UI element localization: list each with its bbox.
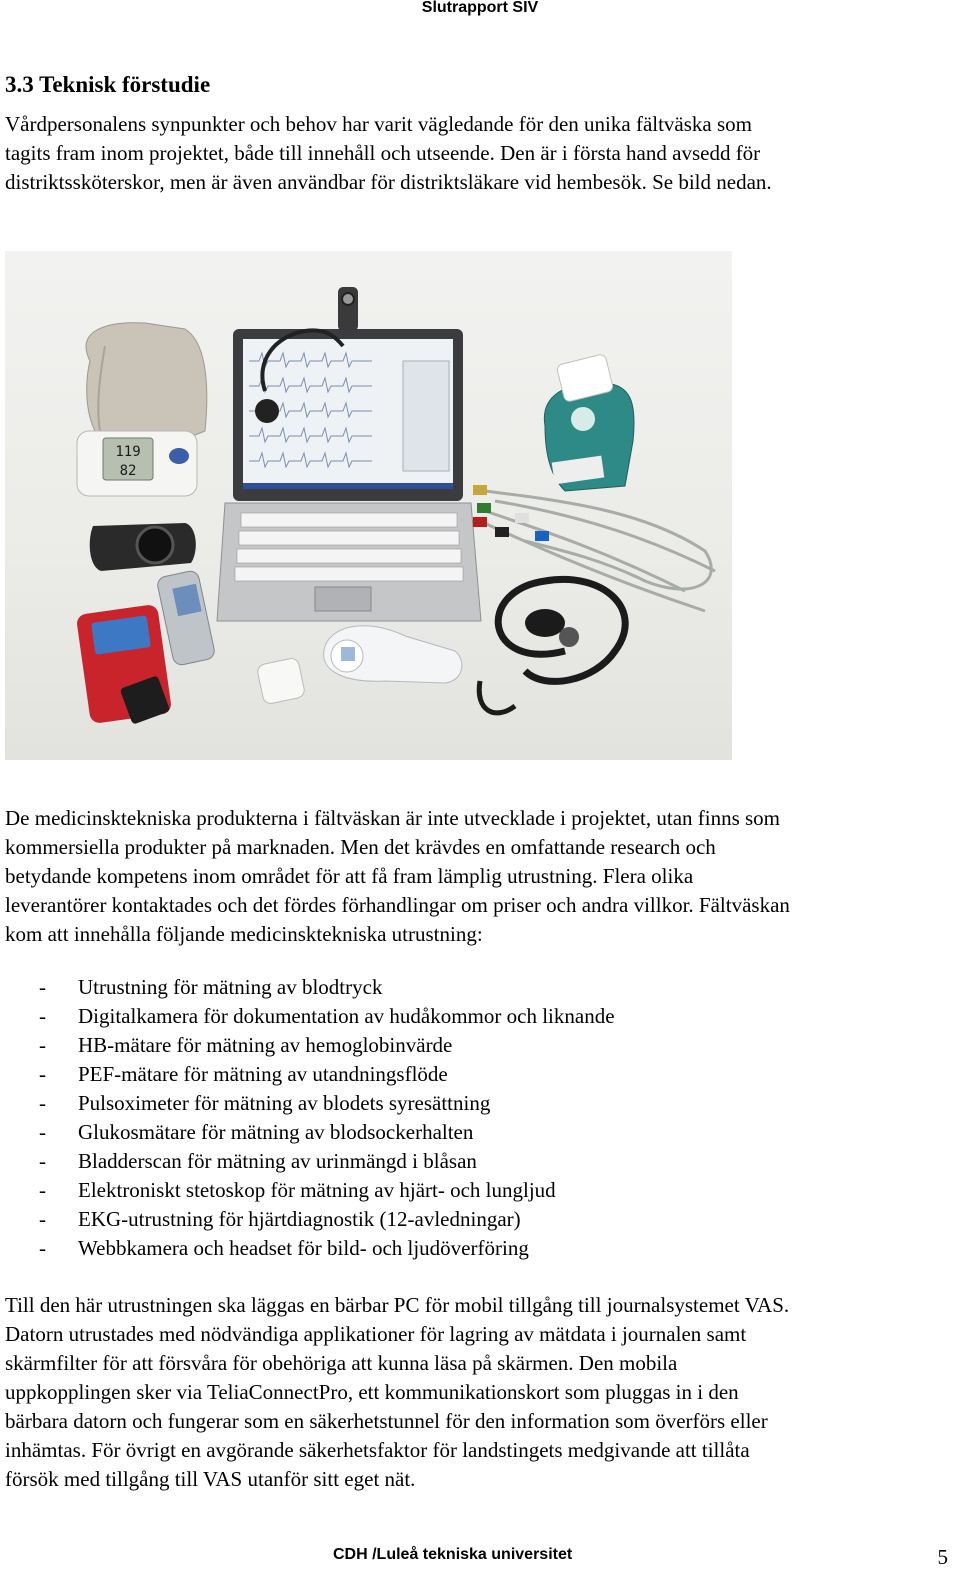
- laptop-touchpad: [315, 587, 371, 611]
- mobile-phone: [156, 570, 216, 667]
- page-number: 5: [937, 1545, 948, 1569]
- ecg-side-panel: [403, 361, 449, 471]
- running-header: Slutrapport SIV: [421, 0, 539, 16]
- list-bullet: -: [39, 1004, 46, 1028]
- list-bullet: -: [39, 1236, 46, 1260]
- section-heading: 3.3 Teknisk förstudie: [5, 72, 211, 97]
- bladderscan-button-icon: [571, 407, 595, 431]
- list-bullet: -: [39, 1033, 46, 1057]
- list-bullet: -: [39, 1120, 46, 1144]
- list-item-text: Elektroniskt stetoskop för mätning av hjärt- och lungljud: [78, 1178, 556, 1202]
- list-item-text: Webbkamera och headset för bild- och ljudöverföring: [78, 1236, 529, 1260]
- field-bag-equipment-photo: [5, 251, 732, 760]
- list-bullet: -: [39, 975, 46, 999]
- stethoscope-chestpiece: [525, 609, 565, 637]
- bp-diastolic-readout: 82: [119, 463, 137, 479]
- camera-lens-icon: [137, 527, 173, 563]
- list-bullet: -: [39, 1091, 46, 1115]
- list-item-text: Utrustning för mätning av blodtryck: [78, 975, 383, 999]
- pulse-oximeter: [256, 657, 305, 705]
- headset-earpiece: [255, 399, 279, 423]
- footer-institution: CDH /Luleå tekniska universitet: [333, 1546, 573, 1563]
- webcam-lens-icon: [342, 293, 354, 305]
- bp-start-button-icon: [169, 448, 189, 464]
- list-item-text: HB-mätare för mätning av hemoglobinvärde: [78, 1033, 453, 1057]
- list-item-text: Digitalkamera för dokumentation av hudåkommor och liknande: [78, 1004, 615, 1028]
- stethoscope-earpieces: [479, 681, 515, 713]
- products-paragraph: De medicinsktekniska produkterna i fältväskan är inte utvecklade i projektet, utan finns som kommersiella produkter på marknaden. Men det krävdes en omfattande research och betydande kompetens inom området för att få fram lämplig utrustning. Flera olika leverantörer kontaktades och det fördes förhandlingar om priser och andra villkor. Fältväskan kom att innehålla följande medicinsktekniska utrustning:: [5, 806, 790, 946]
- list-item-text: PEF-mätare för mätning av utandningsflöde: [78, 1062, 448, 1086]
- stethoscope-diaphragm-icon: [559, 627, 579, 647]
- list-bullet: -: [39, 1062, 46, 1086]
- list-bullet: -: [39, 1178, 46, 1202]
- list-item-text: Bladderscan för mätning av urinmängd i blåsan: [78, 1149, 477, 1173]
- pef-meter-display: [341, 647, 355, 661]
- list-item-text: Glukosmätare för mätning av blodsockerhalten: [78, 1120, 474, 1144]
- intro-paragraph: Vårdpersonalens synpunkter och behov har varit vägledande för den unika fältväska som tagits fram inom projektet, både till innehåll och utseende. Den är i första hand avsedd för distriktssköterskor, men är även användbar för distriktsläkare vid hembesök. Se bild nedan.: [5, 112, 772, 194]
- taskbar: [243, 483, 453, 489]
- laptop-paragraph: Till den här utrustningen ska läggas en bärbar PC för mobil tillgång till journalsystemet VAS. Datorn utrustades med nödvändiga applikationer för lagring av mätdata i journalen samt skärmfilter för att försvåra för obehöriga att kunna läsa på skärmen. Den mobila uppkopplingen sker via TeliaConnectPro, ett kommunikationskort som pluggas in i den bärbara datorn och fungerar som en säkerhetstunnel för den information som överförs eller inhämtas. För övrigt en avgörande säkerhetsfaktor för landstingets medgivande att tillåta försök med tillgång till VAS utanför sitt eget nät.: [5, 1293, 790, 1491]
- list-item-text: Pulsoximeter för mätning av blodets syresättning: [78, 1091, 491, 1115]
- list-bullet: -: [39, 1149, 46, 1173]
- list-item-text: EKG-utrustning för hjärtdiagnostik (12-avledningar): [78, 1207, 521, 1231]
- bp-systolic-readout: 119: [115, 444, 141, 460]
- equipment-illustration: [5, 251, 732, 760]
- bp-cuff: [86, 323, 207, 441]
- list-bullet: -: [39, 1207, 46, 1231]
